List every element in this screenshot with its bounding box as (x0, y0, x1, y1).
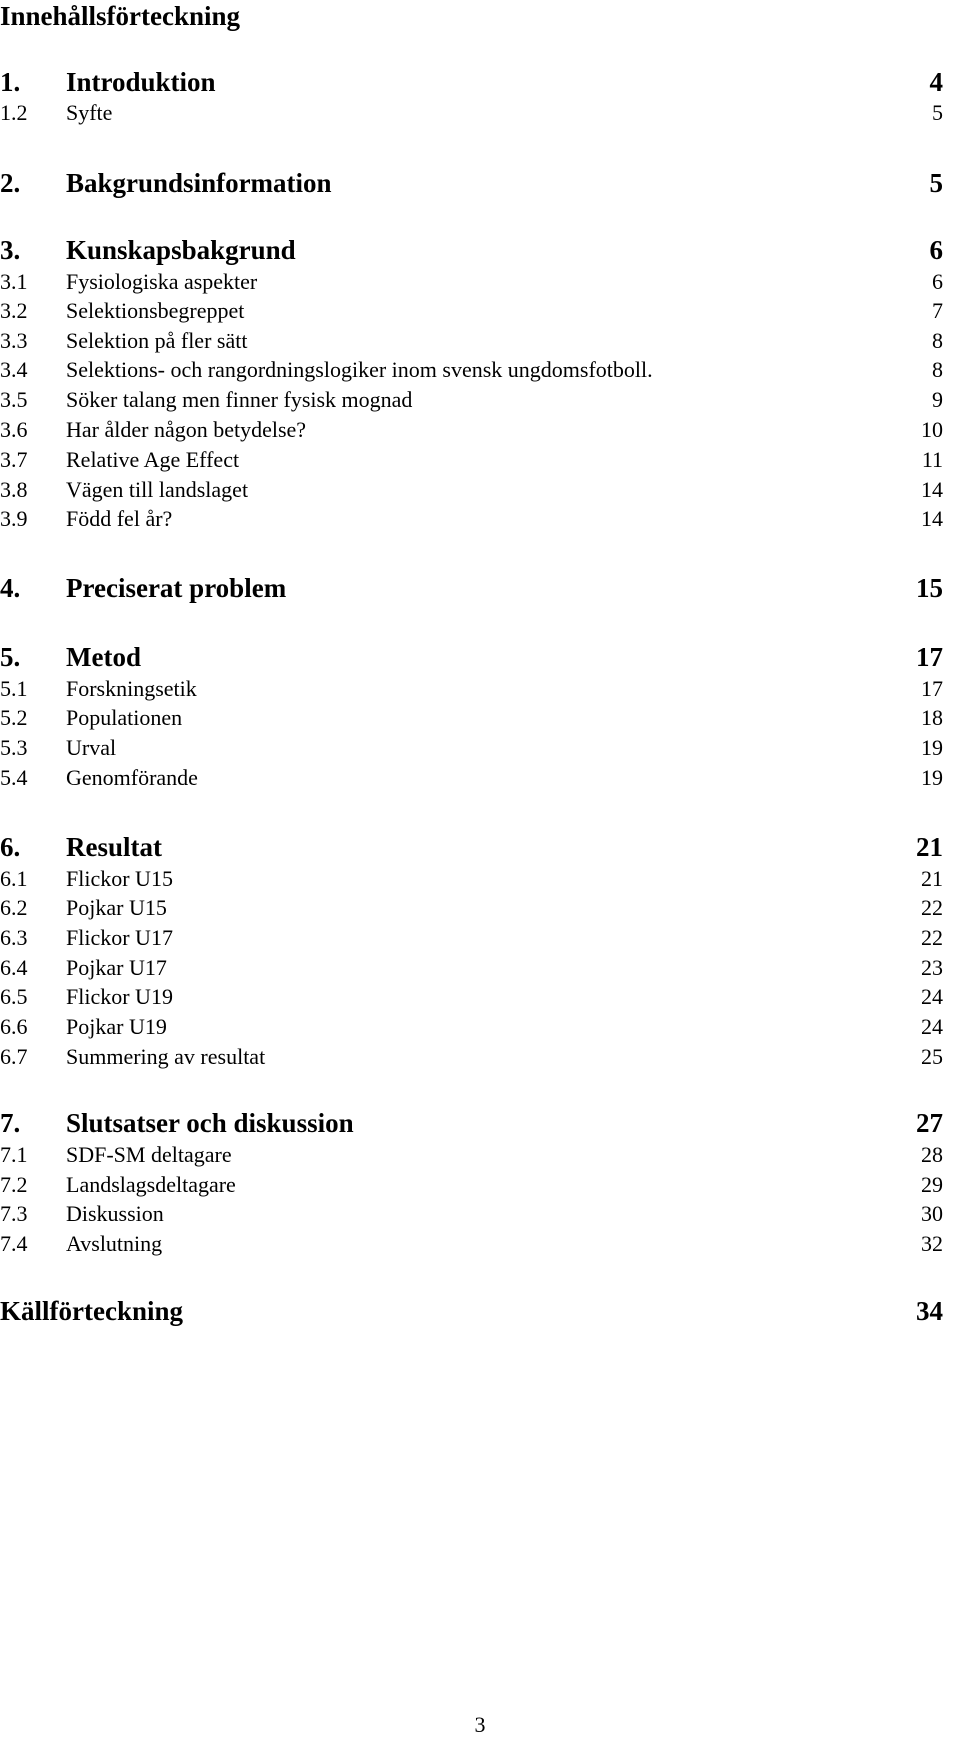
toc-entry-page: 29 (921, 1172, 943, 1197)
toc-entry-number: 6.2 (0, 895, 28, 920)
toc-entry-title: Relative Age Effect (66, 447, 240, 472)
toc-entry-page: 23 (921, 955, 943, 980)
toc-entry-title: Diskussion (66, 1201, 164, 1226)
toc-entry-title: Flickor U19 (66, 984, 173, 1009)
toc-entry-number: 5. (0, 642, 21, 672)
toc-entry-title: Populationen (66, 705, 183, 730)
toc-entry-page: 24 (921, 1014, 943, 1039)
toc-entry-page: 15 (916, 573, 943, 603)
toc-entry-number: 3.4 (0, 357, 28, 382)
toc-entry-page: 25 (921, 1044, 943, 1069)
toc-entry-number: 6.6 (0, 1014, 28, 1039)
toc-entry-page: 18 (921, 705, 943, 730)
toc-entry-title: Källförteckning (0, 1296, 183, 1326)
toc-entry-page: 8 (932, 328, 943, 353)
toc-entry-number: 7.1 (0, 1142, 28, 1167)
toc-entry-title: Selektion på fler sätt (66, 328, 248, 353)
toc-entry-title: Vägen till landslaget (66, 477, 249, 502)
toc-entry-title: Kunskapsbakgrund (66, 235, 296, 265)
toc-entry-title: Selektionsbegreppet (66, 298, 245, 323)
toc-entry-page: 4 (929, 67, 943, 97)
toc-entry-title: Introduktion (66, 67, 216, 97)
toc-entry-title: Summering av resultat (66, 1044, 266, 1069)
toc-entry-title: Metod (66, 642, 141, 672)
toc-entry-number: 6.5 (0, 984, 28, 1009)
toc-entry-title: Resultat (66, 832, 162, 862)
toc-entry-page: 9 (932, 387, 943, 412)
toc-entry-page: 21 (921, 866, 943, 891)
toc-entry-number: 5.3 (0, 735, 28, 760)
toc-entry-page: 6 (932, 269, 943, 294)
toc-entry-title: Forskningsetik (66, 676, 197, 701)
toc-entry-number: 6.1 (0, 866, 28, 891)
toc-entry-number: 3.5 (0, 387, 28, 412)
toc-entry-page: 6 (929, 235, 943, 265)
toc-entry-page: 10 (921, 417, 943, 442)
toc-entry-page: 27 (916, 1108, 943, 1138)
toc-entry-number: 3.3 (0, 328, 28, 353)
toc-entry-number: 5.2 (0, 705, 28, 730)
toc-entry-page: 5 (929, 168, 943, 198)
toc-entry-title: Pojkar U15 (66, 895, 167, 920)
toc-entry-number: 3.8 (0, 477, 28, 502)
toc-entry-number: 6.7 (0, 1044, 28, 1069)
toc-entry-page: 14 (921, 477, 943, 502)
toc-entry-number: 1. (0, 67, 21, 97)
toc-entry-number: 7. (0, 1108, 21, 1138)
toc-entry-title: Syfte (66, 100, 113, 125)
toc-entry-number: 6.4 (0, 955, 28, 980)
toc-entry-number: 3.9 (0, 506, 28, 531)
toc-entry-page: 11 (921, 447, 943, 472)
toc-entry-title: Flickor U15 (66, 866, 173, 891)
toc-entry-number: 5.1 (0, 676, 28, 701)
toc-entry-page: 28 (921, 1142, 943, 1167)
toc-entry-page: 7 (932, 298, 943, 323)
toc-entry-page: 17 (916, 642, 943, 672)
toc-entry-title: Avslutning (66, 1231, 163, 1256)
toc-entry-page: 32 (921, 1231, 943, 1256)
toc-entry-number: 3.6 (0, 417, 28, 442)
toc-entry-page: 24 (921, 984, 943, 1009)
toc-entry-title: Genomförande (66, 765, 198, 790)
toc-entry-title: Selektions- och rangordningslogiker inom svensk ungdomsfotboll. (66, 357, 653, 382)
toc-entry-number: 6.3 (0, 925, 28, 950)
toc-entry-page: 17 (921, 676, 943, 701)
toc-entry-page: 34 (916, 1296, 943, 1326)
toc-entry-page: 14 (921, 506, 943, 531)
toc-entry-title: Flickor U17 (66, 925, 173, 950)
page-number: 3 (474, 1712, 486, 1737)
toc-entry-number: 3.2 (0, 298, 28, 323)
toc-entry-title: Urval (66, 735, 117, 760)
toc-entry-title: Pojkar U17 (66, 955, 167, 980)
toc-entry-page: 19 (921, 765, 943, 790)
toc-entry-page: 22 (921, 895, 943, 920)
toc-entry-title: SDF-SM deltagare (66, 1142, 232, 1167)
toc-entry-page: 19 (921, 735, 943, 760)
toc-entry-number: 7.4 (0, 1231, 28, 1256)
toc-entry-number: 7.3 (0, 1201, 28, 1226)
toc-entry-title: Född fel år? (66, 506, 173, 531)
toc-entry-page: 8 (932, 357, 943, 382)
toc-title: Innehållsförteckning (0, 1, 241, 31)
toc-entry-number: 3. (0, 235, 21, 265)
toc-entry-title: Har ålder någon betydelse? (66, 417, 307, 442)
toc-entry-page: 22 (921, 925, 943, 950)
toc-entry-number: 1.2 (0, 100, 28, 125)
toc-entry-number: 3.1 (0, 269, 28, 294)
toc-entry-number: 2. (0, 168, 21, 198)
toc-entry-page: 30 (921, 1201, 943, 1226)
toc-entry-number: 4. (0, 573, 21, 603)
toc-entry-number: 3.7 (0, 447, 28, 472)
toc-entry-number: 6. (0, 832, 21, 862)
toc-entry-page: 5 (932, 100, 943, 125)
toc-entry-title: Bakgrundsinformation (66, 168, 332, 198)
toc-entry-page: 21 (916, 832, 943, 862)
toc-entry-title: Preciserat problem (66, 573, 287, 603)
toc-entry-title: Söker talang men finner fysisk mognad (66, 387, 413, 412)
toc-entry-title: Slutsatser och diskussion (66, 1108, 354, 1138)
toc-entry-number: 7.2 (0, 1172, 28, 1197)
toc-entry-title: Pojkar U19 (66, 1014, 167, 1039)
toc-entry-number: 5.4 (0, 765, 28, 790)
toc-entry-title: Landslagsdeltagare (66, 1172, 236, 1197)
toc-entry-title: Fysiologiska aspekter (66, 269, 258, 294)
